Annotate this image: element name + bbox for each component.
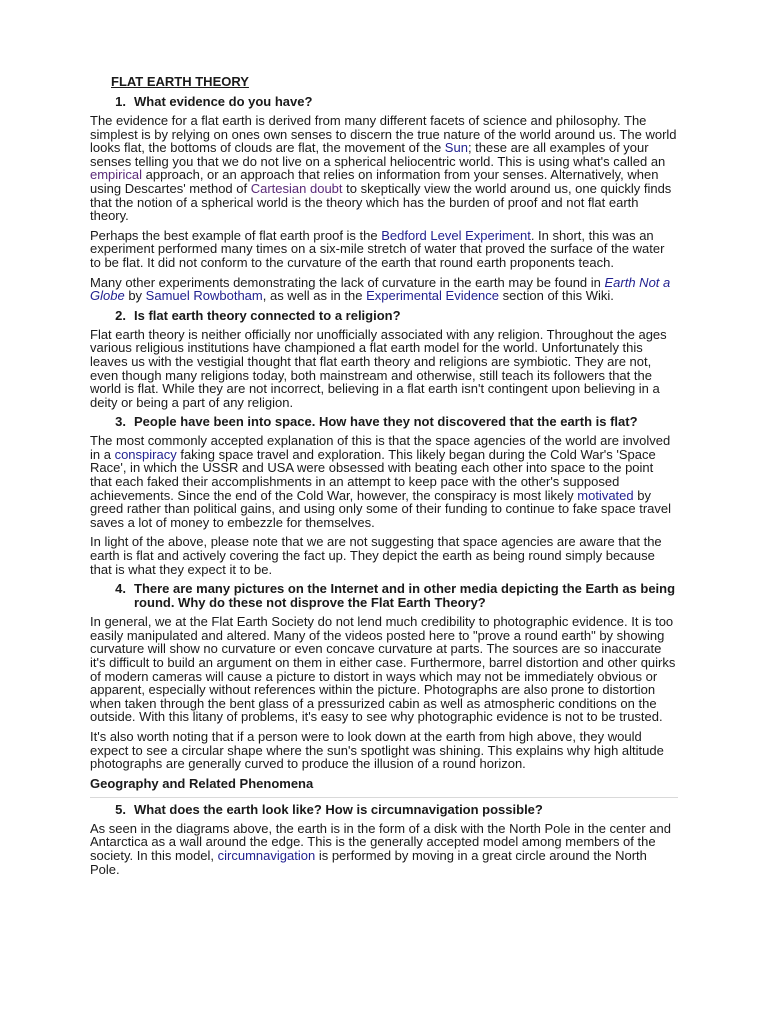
link-sun[interactable]: Sun bbox=[444, 140, 468, 156]
q4-paragraph-1: In general, we at the Flat Earth Society do not lend much credibility to photographic evidence. It is too easily manipulated and altered. Many of the videos posted here to "prove a round earth" by showing curvature will show no curvature or even concave curvature at parts. The sources are so inaccurate it's difficult to build an argument on them in either case. Furthermore, barrel distortion and other quirks of modern cameras will cause a picture to distort in ways which may not be immediately obvious or apparent, especially without references within the picture. Photographs are also prone to distortion when taken through the bent glass of a pressurized cabin as well as atmospheric conditions on the outside. With this litany of problems, it's easy to see why photographic evidence is not to be trusted. bbox=[90, 614, 676, 725]
q1-paragraph-1: The evidence for a flat earth is derived from many different facets of science and philosophy. The simplest is by relying on ones own senses to discern the true nature of the world around us. The world looks flat, the bottoms of clouds are flat, the movement of the Sun; these are all examples of your senses telling you that we do not live on a spherical heliocentric world. This is using what's called an empirical approach, or an approach that relies on information from your senses. Alternatively, when using Descartes' method of Cartesian doubt to skeptically view the world around us, one quickly finds that the notion of a spherical world is the theory which has the burden of proof and not flat earth theory. bbox=[90, 113, 677, 224]
section-heading: Geography and Related Phenomena bbox=[90, 777, 678, 798]
link-bedford-level-experiment[interactable]: Bedford Level Experiment bbox=[381, 227, 531, 243]
q1-paragraph-2: Perhaps the best example of flat earth proof is the Bedford Level Experiment. In short, this was an experiment performed many times on a six-mile stretch of water that proved the surface of the water to be flat. It did not conform to the curvature of the earth that round earth proponents teach. bbox=[90, 227, 665, 270]
question-number: 4. bbox=[115, 581, 126, 597]
link-experimental-evidence[interactable]: Experimental Evidence bbox=[366, 288, 500, 304]
q4-paragraph-2: It's also worth noting that if a person were to look down at the earth from high above, they would expect to see a circular shape where the sun's spotlight was shining. This explains why high altitude photographs are generally curved to produce the illusion of a round horizon. bbox=[90, 728, 664, 772]
q5-paragraph-1: As seen in the diagrams above, the earth is in the form of a disk with the North Pole in the center and Antarctica as a wall around the edge. This is the generally accepted model among members of the society. In this model, circumnavigation is performed by moving in a great circle around the North Pole. bbox=[90, 820, 671, 877]
link-earth-not-a-globe[interactable]: Earth Not a Globe bbox=[90, 274, 671, 304]
link-conspiracy[interactable]: conspiracy bbox=[114, 446, 177, 462]
question-number: 2. bbox=[115, 307, 126, 323]
question-text: What evidence do you have? bbox=[134, 94, 313, 109]
question-number: 5. bbox=[115, 801, 126, 817]
q1-paragraph-3: Many other experiments demonstrating the lack of curvature in the earth may be found in Earth Not a Globe by Samuel Rowbotham, as well as in the Experimental Evidence section of this Wiki. bbox=[90, 274, 671, 304]
link-samuel-rowbotham[interactable]: Samuel Rowbotham bbox=[145, 288, 263, 304]
question-3 bbox=[90, 415, 678, 429]
link-cartesian-doubt[interactable]: Cartesian doubt bbox=[250, 180, 343, 196]
document-title: FLAT EARTH THEORY bbox=[111, 74, 249, 89]
question-number: 3. bbox=[115, 414, 126, 430]
question-text: People have been into space. How have they not discovered that the earth is flat? bbox=[134, 414, 638, 430]
q3-paragraph-1: The most commonly accepted explanation of this is that the space agencies of the world are involved in a conspiracy faking space travel and exploration. This likely began during the Cold War's 'Space Race', in which the USSR and USA were obsessed with beating each other into space to the point that each faked their accomplishments in an attempt to keep pace with the other's supposed achievements. Since the end of the Cold War, however, the conspiracy is most likely motivated by greed rather than political gains, and using only some of their funding to continue to fake space travel saves a lot of money to embezzle for themselves. bbox=[90, 433, 672, 530]
question-4 bbox=[90, 582, 678, 610]
question-text: Is flat earth theory connected to a religion? bbox=[134, 307, 401, 323]
q3-paragraph-2: In light of the above, please note that we are not suggesting that space agencies are aware that the earth is flat and actively covering the fact up. They depict the earth as being round simply because that is what they expect it to be. bbox=[90, 534, 662, 577]
question-number: 1. bbox=[115, 94, 126, 109]
link-empirical[interactable]: empirical bbox=[90, 167, 143, 183]
q2-paragraph-1: Flat earth theory is neither officially nor unofficially associated with any religion. Throughout the ages various religious institutions have championed a flat earth model for the world. Unfortunately this leaves us with the vestigial thought that flat earth theory and religions are symbiotic. They are not, even though many religions today, both mainstream and otherwise, still teach its followers that the world is flat. While they are not incorrect, believing in a flat earth isn't contingent upon believing in a deity or being a part of any religion. bbox=[90, 326, 667, 410]
question-text: What does the earth look like? How is circumnavigation possible? bbox=[134, 801, 543, 817]
question-text: There are many pictures on the Internet and in other media depicting the Earth as being round. Why do these not disprove the Flat Earth Theory? bbox=[134, 581, 676, 611]
question-5 bbox=[90, 803, 678, 817]
link-circumnavigation[interactable]: circumnavigation bbox=[217, 847, 316, 863]
question-2 bbox=[90, 309, 678, 323]
link-motivated[interactable]: motivated bbox=[577, 487, 634, 503]
question-1 bbox=[90, 95, 678, 109]
